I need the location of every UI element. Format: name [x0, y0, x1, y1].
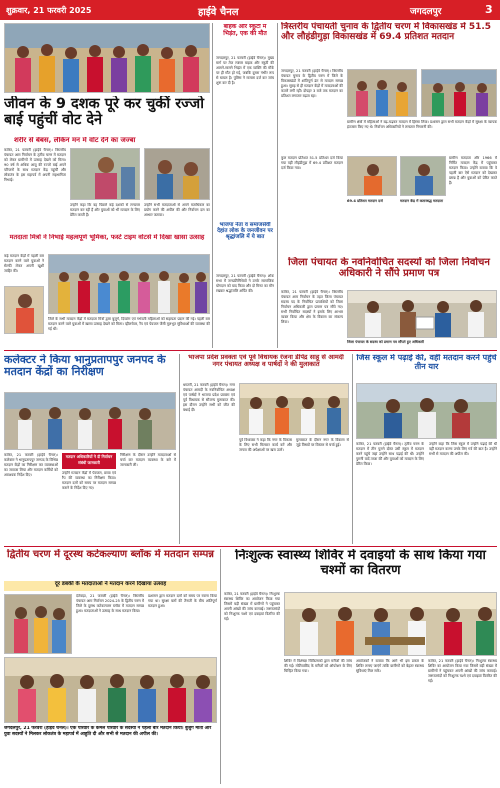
bjp-text-col1: धमतरी, 21 फरवरी (हाईवे चैनल)। नगर पंचायत आमदी के नवनिर्वाचित अध्यक्ष एवं पार्षदों ने भाजपा प्रदेश प्रवक्ता एवं पूर्व विधायक से सौजन्य मुलाकात की। इस दौरान उन्होंने सभी को जीत की बधाई दी।	[183, 383, 235, 412]
voter-friends-subhead: मतदाता मित्रों ने निभाई महत्वपूर्ण भूमिका, फर्स्ट टाइम वोटर्स में दिखा खासा उत्साह	[9, 234, 205, 241]
katekalyan-text-col1: दंतेवाड़ा, 21 फरवरी (हाईवे चैनल)। त्रिस्तरीय पंचायत आम निर्वाचन 2024-25 के द्वितीय चरण में जिले के दूरस्थ कटेकल्याण ब्लॉक में मतदान सम्पन्न हुआ। मतदाताओं ने उत्साह के साथ मतदान किया।	[76, 594, 144, 613]
polling-officer-photo	[144, 148, 210, 200]
katekalyan-headline: द्वितीय चरण में दूरस्थ कटेकल्याण ब्लॉक में मतदान सम्पन्न	[7, 549, 214, 560]
first-time-voters-photo	[4, 286, 44, 334]
tribute-text: जगदलपुर, 21 फरवरी (हाईवे चैनल)। शोक सभा में जनप्रतिनिधियों ने उनके सामाजिक योगदान को याद किया और दो मिनट का मौन रखकर श्रद्धांजलि अर्पित की।	[216, 274, 274, 293]
health-camp-headline: निःशुल्क स्वास्थ्य शिविर में दवाइयों के साथ किया गया चश्मों का वितरण	[235, 549, 486, 578]
school-text-col1: कांकेर, 21 फरवरी (हाईवे चैनल)। तृतीय चरण के मतदान में तीन पुराने दोस्त उसी स्कूल में मतदान करने पहुंचे जहां उन्होंने साथ पढ़ाई की थी। उन्होंने पुरानी यादें ताजा कीं और युवाओं को मतदान के लिए प्रेरित किया।	[356, 442, 424, 466]
phase2-photo-2	[421, 69, 497, 117]
school-headline: जिस स्कूल में पढ़ाई की, वहीं मतदान करने पहुंचे तीन यार	[356, 354, 497, 371]
voter-90-subhead: शरीर से बेबस, लेकिन मन में वोट देने का जज्बा	[14, 137, 136, 144]
section-divider	[4, 350, 497, 351]
certificate-handover-photo	[347, 290, 497, 338]
bjp-text-col3: मुलाकात के दौरान नगर के विकास से जुड़े विषयों पर विस्तार से चर्चा हुई।	[296, 438, 349, 447]
column-divider	[179, 354, 180, 544]
family-voting-caption: जगदलपुर, 21 फरवरी (हाईवे चैनल)। एक परिवार के कमल परिवार के सदस्यों ने पहली बार मतदान किया। बुजुर्ग माता और युवा सदस्यों ने मिलकर लोकतंत्र के महापर्व में आहुति दी और सभी से मतदान की अपील की।	[4, 726, 212, 737]
voter-friends-text: जिले के सभी मतदान केंद्रों में मतदाता मित्रों द्वारा बुजुर्ग, दिव्यांग एवं गर्भवती महिलाओं को सहायता प्रदान की गई। पहली बार मतदान करने वाले युवाओं में खासा उत्साह देखने को मिला। व्हीलचेयर, रैंप एवं पेयजल जैसी मूलभूत सुविधाओं की व्यवस्था की गई थी।	[48, 317, 210, 331]
voters-queue-photo	[4, 23, 210, 93]
section-divider	[4, 546, 497, 547]
voter-90-text-col3: उन्होंने सभी मतदाताओं से अपने मताधिकार का प्रयोग करने की अपील की और निर्वाचन दल का आभार जताया।	[144, 203, 210, 217]
collector-text-col3: निरीक्षण के दौरान उन्होंने मतदाताओं से चर्चा कर मतदान व्यवस्था के बारे में जानकारी ली।	[120, 453, 176, 467]
district-text-col1: कांकेर, 21 फरवरी (हाईवे चैनल)। त्रिस्तरीय पंचायत आम निर्वाचन के तहत जिला पंचायत सदस्य पद के निर्वाचित प्रत्याशियों को जिला निर्वाचन अधिकारी द्वारा प्रमाण पत्र सौंपे गए। सभी निर्वाचित सदस्यों ने इसके लिए आभार व्यक्त किया और क्षेत्र के विकास का संकल्प लिया।	[281, 290, 343, 324]
health-text-col2: शिविर में विशेषज्ञ चिकित्सकों द्वारा मरीजों की जांच की गई। मोतियाबिंद के मरीजों को ऑपरेशन के लिए चिन्हित किया गया।	[284, 659, 352, 673]
phase2-text-col2: ग्रामीण क्षेत्रों में महिलाओं ने बढ़-चढ़कर मतदान में हिस्सा लिया। प्रशासन द्वारा सभी मतदान केंद्रों में सुरक्षा के व्यापक इंतजाम किए गए थे। निर्वाचन अधिकारियों ने लगातार निगरानी की।	[347, 120, 497, 129]
panchayat-phase2-headline: त्रिस्तरीय पंचायती चुनाव के द्वितीय चरण में विकासखंड में 51.5 और लौहंडीगुड़ा विकासखंड में 69.4 प्रतिशत मतदान	[281, 22, 492, 43]
collector-text-col2: उन्होंने मतदान केंद्रों में पेयजल, छाया एवं रैंप की व्यवस्था का निरीक्षण किया। मतदान दलों को समय पर मतदान सम्पन्न कराने के निर्देश दिए गए।	[62, 471, 116, 490]
polling-booth-group-photo	[48, 254, 210, 314]
phase2-photo-4	[400, 156, 446, 196]
collector-text-col1: कांकेर, 21 फरवरी (हाईवे चैनल)। कलेक्टर ने भानुप्रतापपुर जनपद के विभिन्न मतदान केंद्रों का निरीक्षण कर व्यवस्थाओं का जायजा लिया और मतदान कर्मियों को आवश्यक निर्देश दिए।	[4, 453, 58, 477]
column-divider	[220, 549, 221, 784]
masthead-city: जगदलपुर	[410, 7, 442, 17]
column-divider	[212, 23, 213, 348]
health-text-col1: कांकेर, 21 फरवरी (हाईवे चैनल)। निःशुल्क स्वास्थ्य शिविर का आयोजन किया गया जिसमें बड़ी संख्या में ग्रामीणों ने पहुंचकर अपनी आंखों की जांच करवाई। जरूरतमंदों को निःशुल्क चश्मे एवं दवाइयां वितरित की गईं।	[224, 592, 280, 621]
accident-headline: बाहक और स्कूटी में भिड़ंत, एक की मौत	[223, 24, 267, 37]
health-text-col3: आयोजकों ने बताया कि आगे भी इस प्रकार के शिविर लगाए जाएंगे ताकि ग्रामीणों को बेहतर स्वास्थ्य सुविधाएं मिल सकें।	[356, 659, 424, 673]
katekalyan-text-col2: प्रशासन द्वारा मतदान दलों को समय पर रवाना किया गया था। सुरक्षा बलों की तैनाती के बीच शांतिपूर्ण मतदान हुआ।	[148, 594, 217, 608]
phase2-caption-2: मतदान केंद्र में कतारबद्ध मतदाता	[400, 199, 444, 203]
column-divider	[277, 23, 278, 348]
phase2-text-col3: कुल मतदान प्रतिशत 51.5 प्रतिशत दर्ज किया गया वहीं लौहंडीगुड़ा में 69.4 प्रतिशत मतदान दर्ज किया गया।	[281, 156, 343, 170]
katekalyan-voters-photo	[4, 594, 72, 654]
district-panchayat-headline: जिला पंचायत के नवनिर्वाचित सदस्यों को जिला निर्वाचन अधिकारी ने सौंपे प्रमाण पत्र	[288, 257, 490, 280]
phase2-caption-1: 69.4 प्रतिशत मतदान दर्ज	[347, 199, 383, 203]
collector-tag: मतदान अधिकारियों ने दी निर्वाचन संबंधी जानकारी	[62, 453, 116, 469]
tribute-headline: भाजपा नेता व समाजसेवी देहांत लोक के जनजीवन पर श्रृद्धांजलि में ये बात	[217, 222, 273, 241]
voter-90-text-col2: उन्होंने कहा कि वह पिछले कई दशकों से लगातार मतदान कर रही हैं और युवाओं को भी मतदान के लिए प्रेरित करती हैं।	[70, 203, 140, 217]
column-divider	[352, 354, 353, 544]
voter-90-headline: जीवन के 9 दशक पूरे कर चुकीं रज्जो बाई पहुंचीं वोट देने	[4, 96, 204, 129]
masthead-paper-name: हाईवे चैनल	[198, 7, 239, 18]
district-caption: जिला पंचायत के सदस्य को प्रमाण पत्र सौंपते हुए अधिकारी	[347, 340, 424, 344]
voter-90-text-col1: कांकेर, 21 फरवरी (हाईवे चैनल)। त्रिस्तरीय पंचायत आम निर्वाचन के तृतीय चरण में मतदान को लेकर ग्रामीणों में उत्साह देखने को मिला। 90 वर्ष से अधिक आयु की रज्जो बाई अपने परिजनों के साथ मतदान केंद्र पहुंचीं और लोकतंत्र के इस महापर्व में अपनी सहभागिता निभाई।	[4, 148, 66, 182]
health-text-col4: कांकेर, 21 फरवरी (हाईवे चैनल)। निःशुल्क स्वास्थ्य शिविर का आयोजन किया गया जिसमें बड़ी संख्या में ग्रामीणों ने पहुंचकर अपनी आंखों की जांच करवाई। जरूरतमंदों को निःशुल्क चश्मे एवं दवाइयां वितरित की गईं।	[428, 659, 497, 683]
katekalyan-subhead: दूर डबकी के मतदाताओं ने मतदान करने दिखाया उत्साह	[4, 581, 217, 591]
bjp-text-col2: पूर्व विधायक ने कहा कि नगर के विकास के लिए सभी मिलकर कार्य करें और जनता की अपेक्षाओं पर खरा उतरें।	[239, 438, 292, 452]
masthead-bar	[0, 0, 500, 20]
collector-inspection-photo	[4, 392, 176, 450]
page-number: 3	[485, 3, 493, 16]
three-friends-photo	[356, 383, 497, 439]
phase2-photo-1	[347, 69, 417, 117]
bjp-meeting-headline: भाजपा प्रदेश प्रवक्ता एवं पूर्व विधायक रंजना डीपेंद्र साहू से आमदी नगर पंचायत अध्यक्ष व पार्षदों ने की मुलाकात	[188, 354, 344, 369]
voter-friends-text-intro: कई मतदान केंद्रों में पहली बार मतदान करने वाले युवाओं ने सेल्फी लेकर अपनी खुशी जाहिर की।	[4, 254, 44, 273]
phase2-text-col4: ग्रामीण मतदाता और 1966 में निर्मित मतदान केंद्र में पहुंचकर मतदान किया। उन्होंने बताया कि वे पहली बार ऐसे मतदान को देखकर प्रसन्न हैं और युवाओं को प्रेरित करते हैं।	[449, 156, 497, 185]
bjp-meeting-photo	[239, 383, 349, 435]
masthead-date: शुक्रवार, 21 फरवरी 2025	[6, 6, 92, 15]
phase2-text-col1: जगदलपुर, 21 फरवरी (हाईवे चैनल)। त्रिस्तरीय पंचायत चुनाव के द्वितीय चरण में जिले के विकासखंडों में शांतिपूर्ण ढंग से मतदान सम्पन्न हुआ। सुबह से ही मतदान केंद्रों में मतदाताओं की कतारें लगी रहीं। दोपहर 3 बजे तक मतदान का प्रतिशत लगातार बढ़ता रहा।	[281, 69, 343, 98]
elderly-voter-photo	[70, 148, 140, 200]
collector-headline: कलेक्टर ने किया भानुप्रतापपुर जनपद के मतदान केंद्रों का निरीक्षण	[4, 354, 166, 379]
family-voting-photo	[4, 657, 217, 723]
health-camp-photo	[284, 592, 497, 656]
school-text-col2: उन्होंने कहा कि जिस स्कूल में उन्होंने पढ़ाई की थी वहीं मतदान करना उनके लिए गर्व की बात है। उन्होंने सभी से मतदान की अपील की।	[429, 442, 497, 456]
phase2-photo-3	[347, 156, 397, 196]
accident-text: जगदलपुर, 21 फरवरी (हाईवे चैनल)। मुख्य मार्ग पर तेज रफ्तार बाइक और स्कूटी की आमने-सामने भिड़ंत में एक व्यक्ति की मौके पर ही मौत हो गई, जबकि दूसरा गंभीर रूप से घायल है। पुलिस ने मामला दर्ज कर जांच शुरू कर दी है।	[216, 56, 274, 85]
